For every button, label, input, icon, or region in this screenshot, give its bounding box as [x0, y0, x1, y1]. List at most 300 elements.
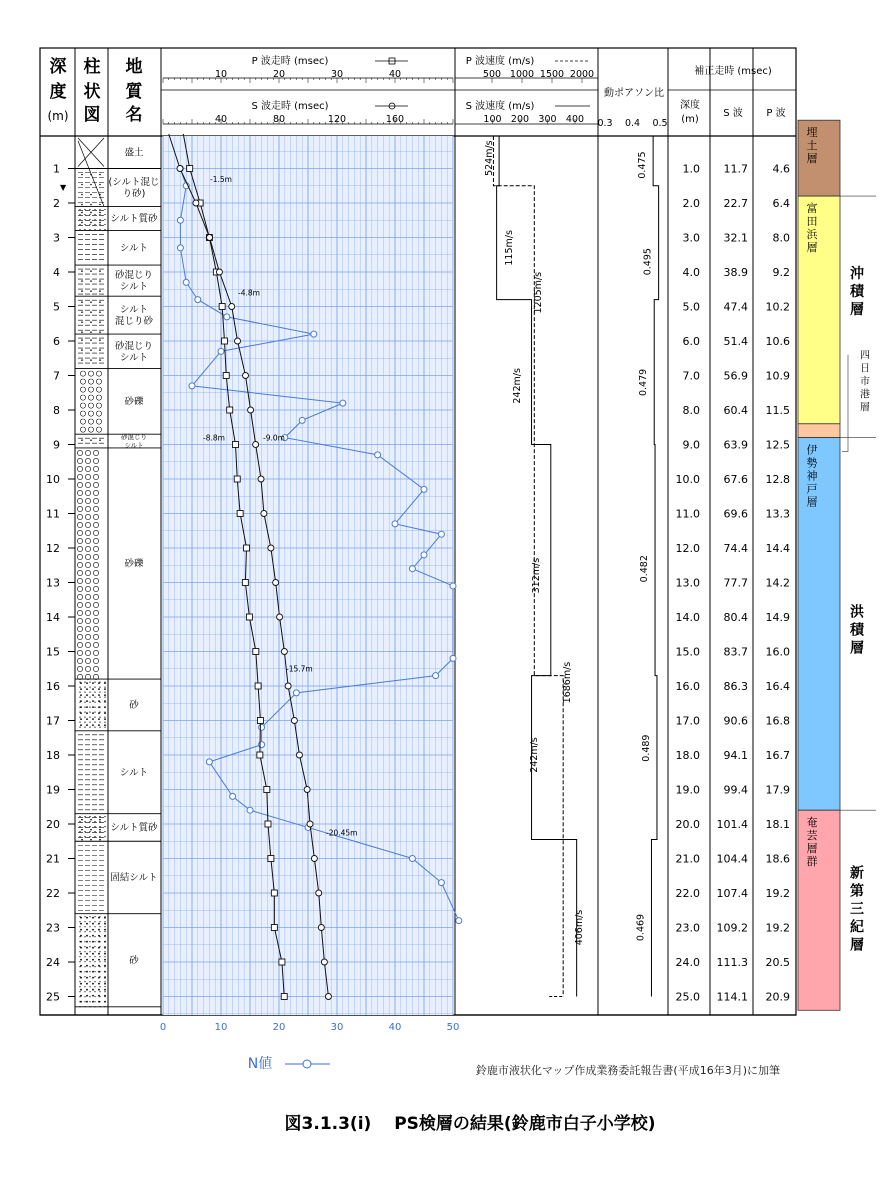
- sand-symbol: [92, 682, 94, 684]
- sand-symbol: [81, 184, 83, 186]
- corrected-depth-cell: 4.0: [682, 266, 700, 279]
- n-axis-title: [248, 1055, 272, 1072]
- sand-symbol: [94, 946, 95, 947]
- sand-symbol: [94, 966, 95, 967]
- corrected-s-cell: 114.1: [716, 990, 748, 1004]
- gravel-symbol: [88, 371, 93, 376]
- sand-symbol: [94, 961, 95, 962]
- gravel-symbol: [93, 474, 98, 479]
- corrected-s-cell: 11.7: [723, 162, 748, 176]
- corrected-s-cell: 107.4: [716, 887, 748, 900]
- header-geology-1: 地: [125, 57, 143, 77]
- sand-symbol: [79, 936, 80, 937]
- sand-symbol: [92, 712, 94, 714]
- gravel-symbol: [85, 626, 90, 631]
- corrected-depth-cell: 12.0: [675, 542, 700, 555]
- sand-symbol: [104, 694, 106, 696]
- geology-layer-label: り砂): [122, 188, 146, 200]
- sand-symbol: [104, 929, 106, 931]
- sand-symbol: [90, 331, 92, 333]
- corrected-depth-cell: 7.0: [682, 369, 700, 383]
- sand-symbol: [104, 219, 105, 220]
- sand-symbol: [94, 209, 95, 210]
- sand-symbol: [104, 921, 105, 922]
- sand-symbol: [86, 682, 88, 684]
- n-value-point: [224, 314, 230, 320]
- header-column-1: 柱: [83, 57, 101, 77]
- s-vel-tick-label: 100: [483, 114, 502, 125]
- sand-symbol: [92, 724, 94, 726]
- sand-symbol: [84, 224, 85, 225]
- poisson-tick-label: 0.4: [624, 118, 641, 129]
- corrected-p-cell: 10.2: [765, 300, 790, 314]
- n-value-point: [340, 400, 346, 406]
- corrected-p-cell: 6.4: [772, 197, 790, 210]
- p-time-tick-label: 30: [330, 69, 344, 80]
- sand-symbol: [104, 966, 105, 967]
- p-time-tick-label: 10: [214, 69, 228, 80]
- sand-symbol: [104, 981, 105, 982]
- gravel-symbol: [88, 379, 93, 384]
- era-label-char: 第: [850, 883, 864, 900]
- sand-symbol: [90, 194, 92, 196]
- gravel-symbol: [88, 387, 93, 392]
- gravel-symbol: [85, 506, 90, 511]
- boundary-annotation: -4.8m: [238, 288, 260, 298]
- velocity-label: 1205m/s: [533, 271, 544, 314]
- s-travel-time-point: [325, 994, 331, 1000]
- p-travel-time-point: [257, 752, 263, 758]
- sand-symbol: [86, 929, 88, 931]
- corrected-s-cell: 101.4: [716, 818, 748, 831]
- sand-symbol: [79, 702, 80, 703]
- sand-symbol: [99, 961, 100, 962]
- sand-symbol: [99, 941, 100, 942]
- sand-symbol: [81, 174, 83, 176]
- sand-symbol: [80, 718, 82, 720]
- s-travel-time-point: [253, 442, 259, 448]
- corrected-p-cell: 19.2: [765, 921, 790, 935]
- depth-tick-label: 10: [46, 473, 60, 486]
- sand-symbol: [81, 829, 83, 831]
- s-travel-time-point: [307, 821, 313, 827]
- sand-symbol: [99, 819, 101, 821]
- s-vel-tick-label: 300: [538, 114, 557, 125]
- sand-symbol: [104, 923, 106, 925]
- velocity-label: 524m/s: [484, 140, 495, 176]
- sand-symbol: [99, 991, 100, 992]
- gravel-symbol: [77, 466, 82, 471]
- sand-symbol: [86, 700, 88, 702]
- p-travel-time-point: [244, 545, 250, 551]
- era-label-char: 層: [850, 302, 864, 319]
- sand-symbol: [84, 981, 85, 982]
- sand-symbol: [79, 986, 80, 987]
- gravel-symbol: [85, 594, 90, 599]
- sand-symbol: [104, 229, 105, 230]
- gravel-symbol: [96, 419, 101, 424]
- sand-symbol: [89, 219, 90, 220]
- sand-symbol: [89, 921, 90, 922]
- sand-symbol: [104, 976, 105, 977]
- sand-symbol: [79, 971, 80, 972]
- corrected-depth-cell: 20.0: [675, 818, 700, 831]
- sand-symbol: [81, 280, 83, 282]
- sand-symbol: [98, 688, 100, 690]
- depth-tick-label: 18: [46, 749, 60, 762]
- era-label-char: 積: [850, 284, 864, 301]
- sand-symbol: [104, 724, 106, 726]
- sand-symbol: [92, 977, 94, 979]
- sand-symbol: [84, 219, 85, 220]
- column-pattern: [78, 209, 106, 230]
- sand-symbol: [89, 926, 90, 927]
- corrected-s-cell: 32.1: [723, 231, 748, 245]
- sand-symbol: [94, 229, 95, 230]
- sand-symbol: [84, 722, 85, 723]
- sand-symbol: [90, 222, 92, 224]
- gravel-symbol: [77, 650, 82, 655]
- column-pattern: [79, 682, 106, 728]
- sand-symbol: [79, 966, 80, 967]
- corrected-depth-cell: 9.0: [682, 438, 700, 452]
- p-travel-time-point: [237, 511, 243, 517]
- sand-symbol: [79, 916, 80, 917]
- s-travel-time-point: [318, 925, 324, 931]
- sand-symbol: [81, 204, 83, 206]
- corrected-s-cell: 104.4: [716, 852, 748, 866]
- sand-symbol: [99, 184, 101, 186]
- p-time-tick-label: 20: [272, 69, 286, 80]
- sand-symbol: [84, 991, 85, 992]
- n-value-point: [183, 279, 189, 285]
- sand-symbol: [84, 209, 85, 210]
- sand-symbol: [89, 986, 90, 987]
- n-value-point: [195, 297, 201, 303]
- poisson-label: 動ポアソン比: [604, 88, 664, 99]
- gravel-symbol: [77, 570, 82, 575]
- gravel-symbol: [85, 482, 90, 487]
- s-vel-label: S 波速度 (m/s): [465, 101, 535, 112]
- sand-symbol: [99, 687, 100, 688]
- poisson-value-label: 0.495: [642, 248, 654, 276]
- n-axis-tick-label: 50: [446, 1022, 460, 1033]
- corrected-depth-cell: 11.0: [675, 507, 700, 521]
- formation-band: [798, 196, 840, 424]
- sand-symbol: [89, 976, 90, 977]
- gravel-symbol: [88, 419, 93, 424]
- sand-symbol: [104, 682, 105, 683]
- sand-symbol: [99, 214, 100, 215]
- p-travel-time-point: [257, 718, 263, 724]
- sand-symbol: [92, 706, 94, 708]
- sand-symbol: [94, 986, 95, 987]
- sand-symbol: [99, 194, 101, 196]
- corrected-depth-cell: 15.0: [675, 645, 700, 659]
- geology-layer-label: 砂混じり: [121, 432, 147, 441]
- formation-label-char: 浜: [806, 228, 818, 242]
- corrected-depth-cell: 3.0: [682, 231, 700, 245]
- sand-symbol: [99, 821, 100, 822]
- sand-symbol: [90, 280, 92, 282]
- corrected-s-cell: 77.7: [723, 576, 748, 590]
- sand-symbol: [79, 697, 80, 698]
- poisson-value-label: 0.482: [639, 555, 651, 583]
- gravel-symbol: [85, 650, 90, 655]
- n-value-point: [299, 417, 305, 423]
- boundary-annotation: -15.7m: [286, 664, 313, 674]
- sand-symbol: [94, 707, 95, 708]
- gravel-symbol: [85, 634, 90, 639]
- s-vel-tick-label: 400: [565, 114, 585, 125]
- s-travel-time-point: [207, 235, 213, 241]
- n-value-point: [177, 245, 183, 251]
- gravel-symbol: [77, 594, 82, 599]
- sand-symbol: [104, 971, 105, 972]
- sand-symbol: [79, 976, 80, 977]
- sand-symbol: [99, 359, 101, 361]
- n-value-point: [438, 531, 444, 537]
- sand-symbol: [90, 359, 92, 361]
- corrected-depth-cell: 24.0: [675, 956, 700, 969]
- sand-symbol: [99, 174, 101, 176]
- fill-diagonal: [78, 141, 104, 207]
- sand-symbol: [94, 727, 95, 728]
- sand-symbol: [98, 989, 100, 991]
- corrected-s-cell: 111.3: [716, 956, 748, 969]
- sand-symbol: [79, 1006, 80, 1007]
- sand-symbol: [86, 977, 88, 979]
- sand-symbol: [86, 923, 88, 925]
- sand-symbol: [86, 706, 88, 708]
- n-axis-label: N値: [247, 1056, 273, 1072]
- sand-symbol: [104, 956, 105, 957]
- era-label-char: 層: [850, 640, 864, 657]
- sand-symbol: [84, 936, 85, 937]
- sand-symbol: [84, 916, 85, 917]
- p-travel-time-point: [271, 890, 277, 896]
- sand-symbol: [90, 439, 92, 441]
- corrected-depth-cell: 13.0: [675, 576, 700, 590]
- formation-label-char: 層: [806, 495, 818, 509]
- n-value-point: [375, 452, 381, 458]
- gravel-symbol: [93, 634, 98, 639]
- gravel-symbol: [85, 586, 90, 591]
- formation-label-char: 富: [806, 202, 818, 216]
- velocity-label: 115m/s: [504, 230, 515, 266]
- header-column: [84, 56, 101, 125]
- sand-symbol: [89, 1001, 90, 1002]
- geology-layer-label: 混じり砂: [114, 316, 154, 328]
- sand-symbol: [104, 831, 105, 832]
- era-label-char: 新: [850, 865, 864, 882]
- gravel-symbol: [85, 642, 90, 647]
- sand-symbol: [81, 359, 83, 361]
- corrected-s-cell: 63.9: [723, 438, 748, 452]
- gravel-symbol: [77, 474, 82, 479]
- sand-symbol: [89, 224, 90, 225]
- corrected-depth-cell: 2.0: [682, 197, 700, 210]
- sand-symbol: [98, 724, 100, 726]
- p-travel-time-point: [246, 614, 252, 620]
- column-pattern: [78, 138, 104, 167]
- p-travel-time-point: [271, 925, 277, 931]
- corrected-s-cell: 86.3: [723, 680, 748, 693]
- sand-symbol: [84, 931, 85, 932]
- p-travel-time-point: [268, 856, 274, 862]
- n-value-point: [206, 759, 212, 765]
- sand-symbol: [104, 687, 105, 688]
- gravel-symbol: [77, 498, 82, 503]
- sand-symbol: [99, 212, 101, 214]
- n-value-point: [433, 673, 439, 679]
- sand-symbol: [99, 692, 100, 693]
- geology-layer-label: 砂: [129, 700, 139, 712]
- sand-symbol: [94, 712, 95, 713]
- sand-symbol: [98, 718, 100, 720]
- gravel-symbol: [77, 658, 82, 663]
- sand-symbol: [80, 929, 82, 931]
- s-travel-time-point: [268, 545, 274, 551]
- corrected-p-header: P 波: [766, 108, 786, 119]
- n-axis-tick-label: 0: [159, 1022, 167, 1033]
- corrected-p-cell: 16.4: [765, 680, 790, 693]
- gravel-symbol: [93, 594, 98, 599]
- gravel-symbol: [93, 554, 98, 559]
- sand-symbol: [86, 712, 88, 714]
- geology-layer-label: シルト: [119, 304, 149, 316]
- sand-symbol: [79, 229, 80, 230]
- sand-symbol: [99, 1006, 100, 1007]
- sand-symbol: [79, 956, 80, 957]
- corrected-p-cell: 12.5: [765, 438, 790, 452]
- sand-symbol: [86, 989, 88, 991]
- gravel-symbol: [93, 562, 98, 567]
- sand-symbol: [81, 819, 83, 821]
- corrected-p-cell: 8.0: [772, 231, 790, 245]
- sand-symbol: [84, 707, 85, 708]
- sand-symbol: [89, 946, 90, 947]
- sand-symbol: [90, 270, 92, 272]
- p-travel-time-point: [255, 683, 261, 689]
- corrected-depth-cell: 1.0: [682, 162, 700, 176]
- sand-symbol: [99, 331, 101, 333]
- n-value-point: [189, 383, 195, 389]
- sub-formation-bracket: [842, 355, 848, 452]
- sand-symbol: [99, 826, 100, 827]
- n-value-point: [311, 331, 317, 337]
- sand-symbol: [80, 989, 82, 991]
- sand-symbol: [86, 965, 88, 967]
- gravel-symbol: [85, 666, 90, 671]
- column-pattern: [78, 438, 106, 443]
- sand-symbol: [84, 229, 85, 230]
- sand-symbol: [104, 712, 105, 713]
- sand-symbol: [90, 819, 92, 821]
- gravel-symbol: [80, 427, 85, 432]
- geology-layer-label: 砂: [129, 955, 139, 967]
- sand-symbol: [99, 321, 101, 323]
- source-note: 鈴鹿市液状化マップ作成業務委託報告書(平成16年3月)に加筆: [475, 1064, 780, 1077]
- sand-symbol: [89, 209, 90, 210]
- sand-symbol: [84, 687, 85, 688]
- sand-symbol: [98, 929, 100, 931]
- header-depth: [47, 57, 68, 123]
- sand-symbol: [81, 839, 83, 841]
- sand-symbol: [84, 712, 85, 713]
- sand-symbol: [104, 836, 105, 837]
- corrected-s-cell: 67.6: [723, 473, 748, 486]
- sand-symbol: [104, 1001, 105, 1002]
- gravel-symbol: [93, 506, 98, 511]
- gravel-symbol: [93, 618, 98, 623]
- corrected-p-cell: 19.2: [765, 887, 790, 900]
- poisson-value-label: 0.489: [640, 734, 652, 762]
- gravel-symbol: [85, 538, 90, 543]
- sand-symbol: [86, 935, 88, 937]
- sand-symbol: [86, 971, 88, 973]
- sand-symbol: [98, 959, 100, 961]
- sand-symbol: [81, 212, 83, 214]
- s-travel-time-point: [273, 580, 279, 586]
- corrected-p-cell: 14.2: [765, 576, 790, 590]
- n-value-point: [421, 552, 427, 558]
- gravel-symbol: [85, 602, 90, 607]
- corrected-s-cell: 94.1: [723, 749, 748, 762]
- sand-symbol: [104, 727, 105, 728]
- era-label-char: 三: [850, 901, 864, 918]
- sand-symbol: [99, 839, 101, 841]
- sand-symbol: [99, 936, 100, 937]
- corrected-s-header: S 波: [723, 108, 743, 119]
- sand-symbol: [79, 831, 80, 832]
- n-value-point: [438, 880, 444, 886]
- corrected-p-cell: 16.0: [765, 645, 790, 659]
- sand-symbol: [94, 1001, 95, 1002]
- depth-tick-label: 4: [53, 266, 60, 279]
- column-pattern: [78, 269, 106, 294]
- sand-symbol: [94, 941, 95, 942]
- sand-symbol: [92, 947, 94, 949]
- sand-symbol: [99, 921, 100, 922]
- geology-layer-label: シルト: [119, 243, 149, 255]
- boundary-annotation: -20.45m: [326, 828, 358, 838]
- gravel-symbol: [85, 498, 90, 503]
- gravel-symbol: [93, 666, 98, 671]
- column-pattern: [78, 235, 106, 260]
- gravel-symbol: [85, 570, 90, 575]
- sand-symbol: [94, 722, 95, 723]
- sand-symbol: [104, 722, 105, 723]
- sand-symbol: [84, 976, 85, 977]
- sand-symbol: [79, 692, 80, 693]
- sand-symbol: [90, 290, 92, 292]
- sand-symbol: [99, 971, 100, 972]
- sand-symbol: [79, 826, 80, 827]
- corrected-p-cell: 9.2: [772, 266, 790, 279]
- depth-tick-label: 24: [46, 956, 60, 969]
- sand-symbol: [79, 707, 80, 708]
- sand-symbol: [79, 996, 80, 997]
- sand-symbol: [79, 931, 80, 932]
- s-travel-time-point: [304, 787, 310, 793]
- sand-symbol: [99, 702, 100, 703]
- sand-symbol: [79, 816, 80, 817]
- gravel-symbol: [85, 514, 90, 519]
- p-time-tick-label: 40: [388, 69, 402, 80]
- era-label-char: 洪: [850, 604, 864, 621]
- gravel-symbol: [93, 570, 98, 575]
